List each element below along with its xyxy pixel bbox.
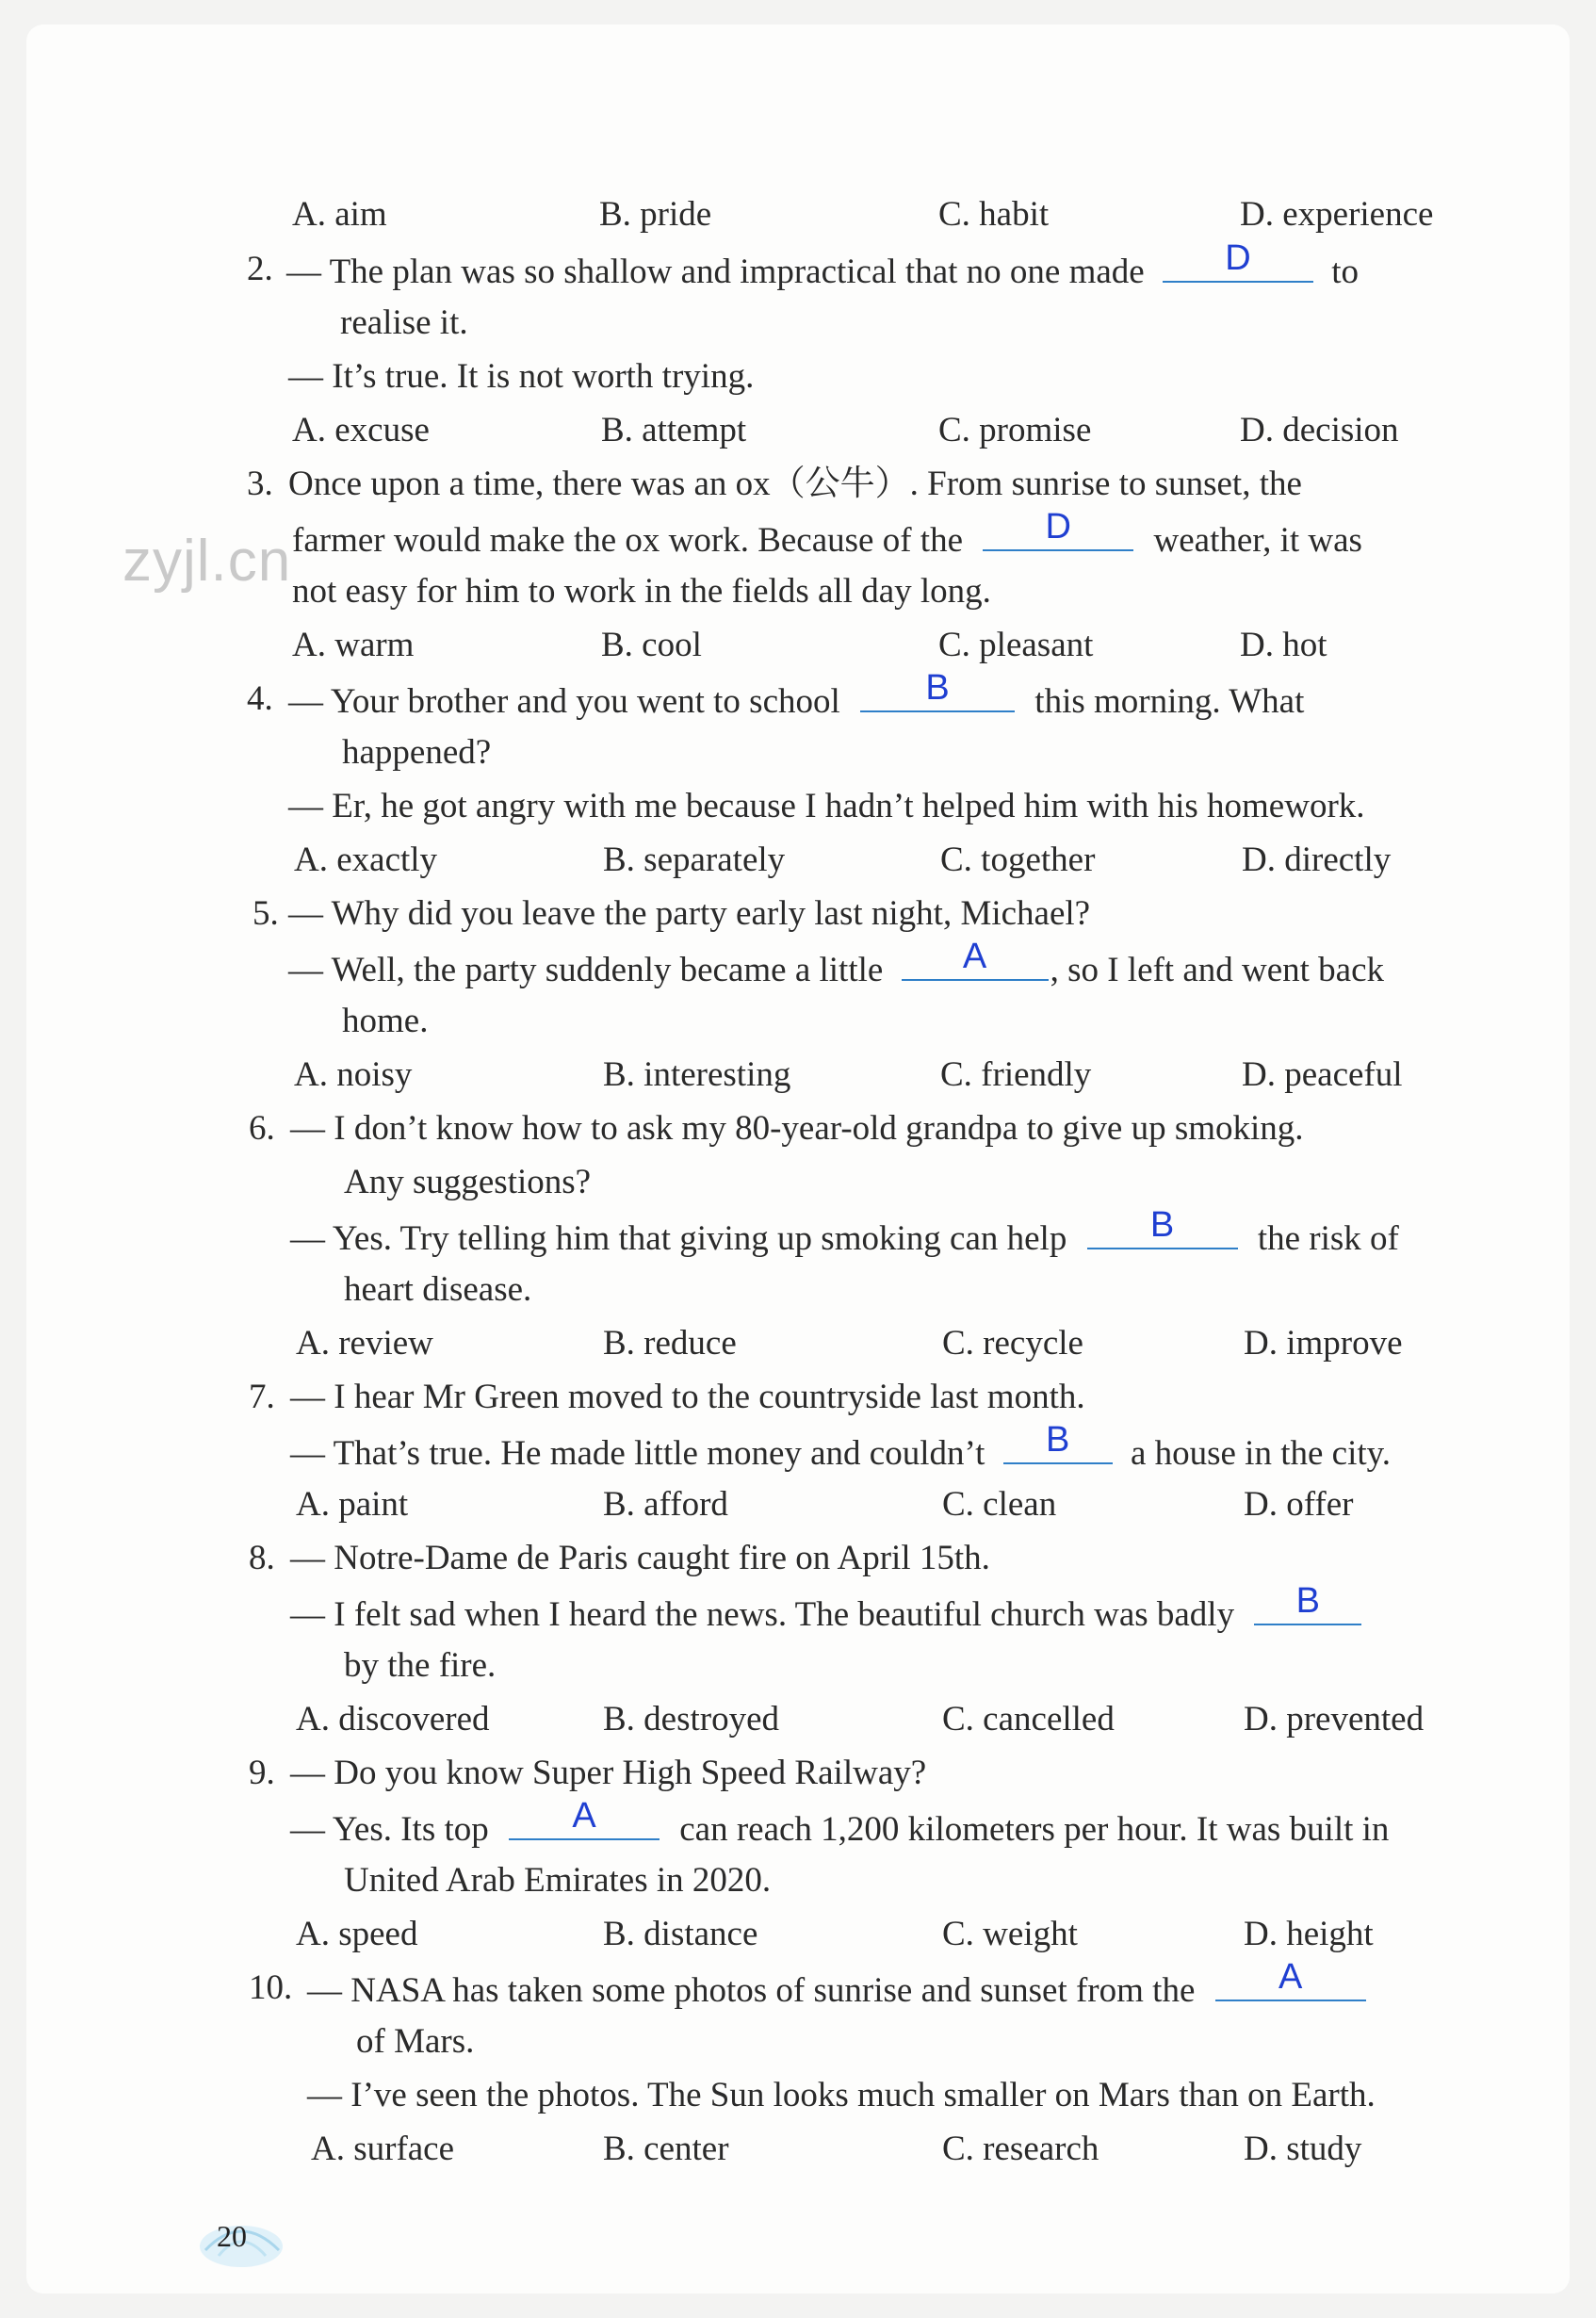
q3-option-d: D. hot <box>1240 626 1327 664</box>
q9-line-1: — Do you know Super High Speed Railway? <box>290 1754 927 1792</box>
q5-line-2 <box>288 937 1385 991</box>
q10-text-1a: — NASA has taken some photos of sunrise and sunset from the <box>307 1971 1196 2010</box>
q6-line-3 <box>290 1205 1399 1260</box>
q5-number: 5. <box>252 894 279 933</box>
q3-option-b: B. cool <box>601 626 702 664</box>
q9-line-2 <box>290 1796 1390 1851</box>
q8-number: 8. <box>249 1539 275 1577</box>
q10-number: 10. <box>249 1968 293 2007</box>
q8-line-3: by the fire. <box>344 1646 497 1685</box>
q7-answer-blank <box>1003 1420 1113 1464</box>
q6-text-3b: the risk of <box>1257 1219 1399 1258</box>
q9-option-b: B. distance <box>603 1915 758 1953</box>
q10-option-c: C. research <box>942 2130 1099 2168</box>
q5-text-2b: , so I left and went back <box>1050 951 1385 989</box>
q2-line-1 <box>286 238 1359 293</box>
q2-line-2: realise it. <box>340 303 468 342</box>
q3-number: 3. <box>247 465 273 503</box>
q5-answer-blank <box>902 937 1049 981</box>
q9-text-2a: — Yes. Its top <box>290 1810 489 1849</box>
q1-option-a: A. aim <box>292 195 387 234</box>
q6-option-a: A. review <box>296 1324 433 1363</box>
q2-option-a: A. excuse <box>292 411 430 449</box>
q2-answer: D <box>1225 238 1251 278</box>
q4-text-1b: this morning. What <box>1034 682 1305 721</box>
q8-option-a: A. discovered <box>296 1700 490 1738</box>
watermark: zyjl.cn <box>122 529 292 594</box>
q5-option-b: B. interesting <box>603 1055 791 1094</box>
q6-text-3a: — Yes. Try telling him that giving up smoking can help <box>290 1219 1067 1258</box>
q1-option-c: C. habit <box>938 195 1050 234</box>
q1-option-b: B. pride <box>599 195 712 234</box>
q7-text-2b: a house in the city. <box>1130 1434 1391 1473</box>
q7-number: 7. <box>249 1378 275 1416</box>
q8-text-2a: — I felt sad when I heard the news. The beautiful church was badly <box>290 1595 1235 1634</box>
q5-option-c: C. friendly <box>940 1055 1092 1094</box>
q3-answer-blank <box>983 507 1133 551</box>
q5-option-a: A. noisy <box>294 1055 413 1094</box>
q2-text-1b: to <box>1331 253 1359 291</box>
q8-answer: B <box>1295 1581 1321 1621</box>
q4-answer: B <box>925 668 950 708</box>
q4-option-c: C. together <box>940 841 1096 879</box>
q5-text-2a: — Well, the party suddenly became a little <box>288 951 884 989</box>
q8-line-1: — Notre-Dame de Paris caught fire on April 15th. <box>290 1539 990 1577</box>
q10-line-2: of Mars. <box>356 2022 475 2061</box>
q7-option-d: D. offer <box>1244 1485 1354 1524</box>
q8-option-d: D. prevented <box>1244 1700 1425 1738</box>
q4-number: 4. <box>247 679 273 718</box>
q9-line-3: United Arab Emirates in 2020. <box>344 1861 772 1900</box>
q7-answer: B <box>1046 1420 1070 1460</box>
q2-option-b: B. attempt <box>601 411 747 449</box>
q8-answer-blank <box>1254 1581 1361 1625</box>
q2-option-d: D. decision <box>1240 411 1399 449</box>
q10-option-a: A. surface <box>311 2130 455 2168</box>
q2-number: 2. <box>247 250 273 288</box>
q3-option-a: A. warm <box>292 626 415 664</box>
q5-answer: A <box>962 937 987 976</box>
q7-option-b: B. afford <box>603 1485 728 1524</box>
q3-line-1: Once upon a time, there was an ox（公牛）. From sunrise to sunset, the <box>288 465 1302 503</box>
q7-option-c: C. clean <box>942 1485 1057 1524</box>
q10-line-3: — I’ve seen the photos. The Sun looks much smaller on Mars than on Earth. <box>307 2076 1376 2114</box>
q9-option-c: C. weight <box>942 1915 1078 1953</box>
q3-answer: D <box>1045 507 1071 547</box>
q10-answer-blank <box>1215 1957 1366 2001</box>
q4-answer-blank <box>860 668 1015 712</box>
q7-line-2 <box>290 1420 1391 1475</box>
q6-line-2: Any suggestions? <box>344 1163 592 1201</box>
q6-answer-blank <box>1087 1205 1238 1249</box>
q9-answer: A <box>572 1796 596 1836</box>
q8-option-c: C. cancelled <box>942 1700 1115 1738</box>
q6-line-4: heart disease. <box>344 1270 532 1309</box>
q2-text-1a: — The plan was so shallow and impractical that no one made <box>286 253 1145 291</box>
q1-option-d: D. experience <box>1240 195 1434 234</box>
q6-number: 6. <box>249 1109 275 1148</box>
q4-line-3: — Er, he got angry with me because I hadn’t helped him with his homework. <box>288 787 1365 825</box>
q4-option-d: D. directly <box>1242 841 1392 879</box>
q6-option-c: C. recycle <box>942 1324 1083 1363</box>
q3-text-2b: weather, it was <box>1153 521 1362 560</box>
q6-answer: B <box>1149 1205 1175 1245</box>
q6-option-b: B. reduce <box>603 1324 737 1363</box>
q2-line-3: — It’s true. It is not worth trying. <box>288 357 755 396</box>
q4-option-b: B. separately <box>603 841 786 879</box>
q4-option-a: A. exactly <box>294 841 438 879</box>
page-number: 20 <box>217 2219 247 2253</box>
q9-answer-blank <box>509 1796 660 1840</box>
q9-option-a: A. speed <box>296 1915 418 1953</box>
q2-answer-blank <box>1163 238 1313 283</box>
q8-line-2 <box>290 1581 1361 1636</box>
q10-line-1 <box>307 1957 1366 2012</box>
q7-line-1: — I hear Mr Green moved to the countryside last month. <box>290 1378 1085 1416</box>
q3-line-2 <box>292 507 1362 562</box>
q9-number: 9. <box>249 1754 275 1792</box>
q10-option-b: B. center <box>603 2130 729 2168</box>
q6-line-1: — I don’t know how to ask my 80-year-old grandpa to give up smoking. <box>290 1109 1304 1148</box>
q5-line-1: — Why did you leave the party early last night, Michael? <box>288 894 1091 933</box>
q8-option-b: B. destroyed <box>603 1700 780 1738</box>
q10-option-d: D. study <box>1244 2130 1362 2168</box>
q2-option-c: C. promise <box>938 411 1092 449</box>
q9-option-d: D. height <box>1244 1915 1374 1953</box>
q7-option-a: A. paint <box>296 1485 409 1524</box>
q4-line-1 <box>288 668 1305 723</box>
q5-line-3: home. <box>342 1002 429 1040</box>
q4-text-1a: — Your brother and you went to school <box>288 682 840 721</box>
q7-text-2a: — That’s true. He made little money and couldn’t <box>290 1434 985 1473</box>
q3-text-2a: farmer would make the ox work. Because of the <box>292 521 963 560</box>
q3-option-c: C. pleasant <box>938 626 1094 664</box>
q6-option-d: D. improve <box>1244 1324 1403 1363</box>
q3-line-3: not easy for him to work in the fields all day long. <box>292 572 991 611</box>
q5-option-d: D. peaceful <box>1242 1055 1403 1094</box>
q9-text-2b: can reach 1,200 kilometers per hour. It was built in <box>679 1810 1390 1849</box>
q4-line-2: happened? <box>342 733 492 772</box>
q10-answer: A <box>1278 1957 1303 1997</box>
